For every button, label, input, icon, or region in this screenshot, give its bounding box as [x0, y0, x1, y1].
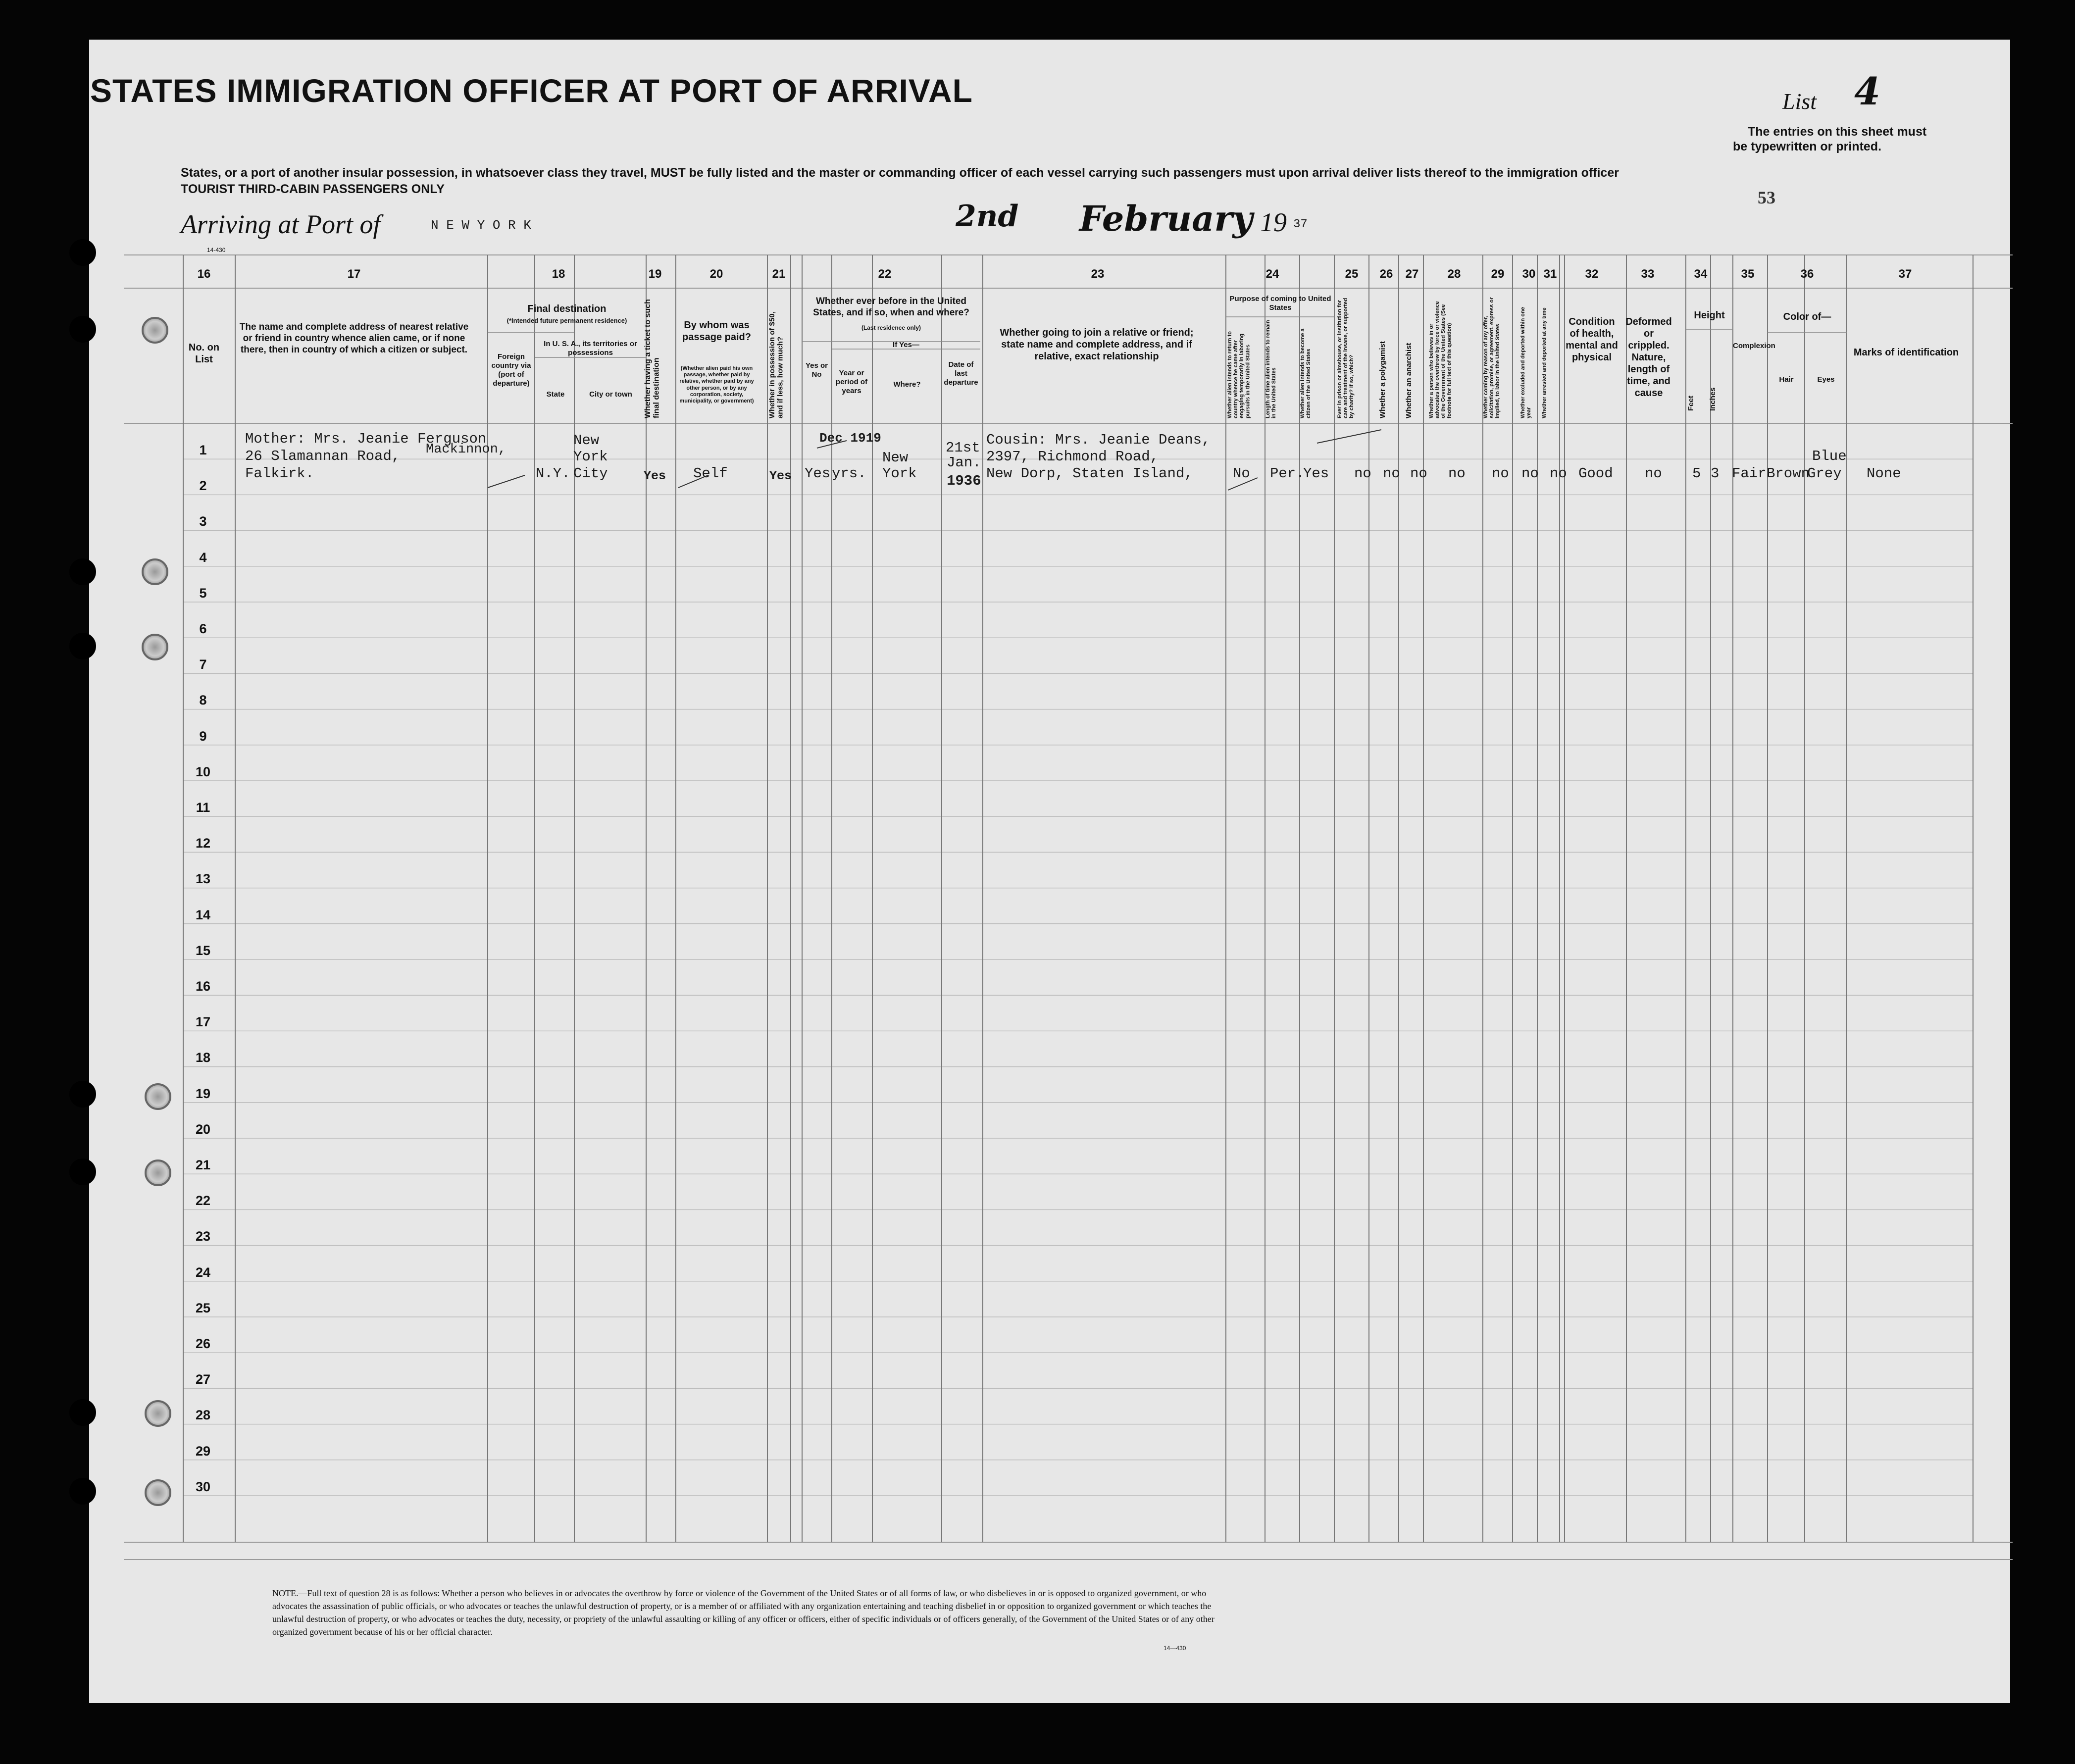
row-number: 22 — [195, 1193, 211, 1209]
heading-purpose-length: Length of time alien intends to remain in the United States — [1265, 320, 1277, 418]
row-number: 15 — [195, 943, 211, 958]
column-number-29: 29 — [1491, 267, 1505, 281]
arrival-day: 2nd — [956, 199, 1019, 234]
footnote: NOTE.—Full text of question 28 is as follows: Whether a person who believes in or advocates the overthrow by force or violence of the Government of the United States or of all forms of law, or who disbelieves in or is opposed to organized government, or who advocates the assassination of public officials, or who advocates or teaches the unlawful destruction of property, or is a member of or affiliated with any organization entertaining and teaching disbelief in or opposition to organized government or which teaches the unlawful destruction of property, or who advocates or teaches the duty, necessity, or propriety of the unlawful assaulting or killing of any officer or officers, either of specific individuals or of officers generally, of the Government of the United States or of any other organized government because of his or her official character. — [272, 1588, 1215, 1637]
row-number: 3 — [199, 514, 207, 529]
heading-purpose: Purpose of coming to United States — [1229, 295, 1331, 312]
ticket-value: Yes — [644, 469, 666, 483]
heading-height: Height — [1694, 310, 1725, 321]
heading-final-destination: Final destination — [527, 303, 607, 314]
row-number: 10 — [195, 764, 211, 779]
arrested-value: no — [1550, 465, 1567, 482]
row-number: 21 — [195, 1158, 211, 1172]
column-number-30: 30 — [1522, 267, 1536, 281]
departure-date: Jan. — [947, 454, 981, 471]
row-number: 27 — [195, 1372, 211, 1387]
period-value: Dec 1919 — [819, 431, 881, 446]
year-suffix: 37 — [1293, 218, 1308, 231]
row-number: 4 — [199, 550, 207, 565]
join-relative-value: Cousin: Mrs. Jeanie Deans, — [986, 432, 1211, 448]
relative-name-correction: Mackinnon, — [426, 442, 506, 457]
eyes-value: Blue — [1812, 448, 1847, 464]
row-number: 30 — [195, 1479, 211, 1494]
arrival-month: February — [1079, 198, 1253, 239]
height-feet-value: 5 — [1692, 465, 1701, 482]
row-number: 9 — [199, 728, 207, 744]
relative-name: Mother: Mrs. Jeanie Ferguson — [245, 431, 487, 447]
heading-nearest-relative: The name and complete address of nearest relative or friend in country whence alien came, or if none there, then in country of which a citizen or subject. — [239, 322, 469, 355]
column-number-22: 22 — [878, 267, 892, 281]
relative-town: Falkirk. — [245, 465, 314, 482]
where-value: York — [882, 465, 917, 482]
form-code: 14-430 — [207, 247, 226, 253]
heading-prison: Ever in prison or almshouse, or institution for care and treatment of the insane, or supported by charity? If so, which? — [1337, 298, 1355, 418]
column-number-16: 16 — [197, 267, 211, 281]
row-number: 24 — [195, 1264, 211, 1280]
passenger-class-line: TOURIST THIRD-CABIN PASSENGERS ONLY — [181, 182, 445, 196]
row-number: 5 — [199, 585, 207, 601]
excluded-value: no — [1521, 465, 1539, 482]
eyes-value: Grey — [1807, 465, 1842, 482]
labor-offer-value: no — [1492, 465, 1509, 482]
column-number-19: 19 — [648, 267, 662, 281]
prison-value: no — [1354, 465, 1371, 482]
heading-final-destination-note: (*Intended future permanent residence) — [506, 317, 627, 324]
deformed-value: no — [1645, 465, 1662, 482]
heading-foreign-country: Foreign country via (port of departure) — [491, 353, 531, 388]
relative-address: 26 Slamannan Road, — [245, 448, 401, 464]
heading-by-whom: By whom was passage paid? — [682, 320, 751, 343]
heading-arrested: Whether arrested and deported at any time — [1541, 307, 1547, 418]
column-number-24: 24 — [1265, 267, 1279, 281]
port-name: N E W Y O R K — [431, 218, 531, 233]
complexion-value: Fair — [1732, 465, 1767, 482]
column-number-34: 34 — [1694, 267, 1708, 281]
destination-city: City — [573, 465, 608, 482]
height-inches-value: 3 — [1711, 465, 1720, 482]
heading-polygamist: Whether a polygamist — [1378, 341, 1387, 418]
heading-hair: Hair — [1779, 375, 1794, 384]
hair-value: Brown — [1767, 465, 1810, 482]
heading-if-yes: If Yes— — [893, 341, 919, 349]
heading-state: State — [546, 390, 565, 399]
column-number-32: 32 — [1585, 267, 1599, 281]
heading-where: Where? — [893, 380, 921, 389]
row-number: 11 — [196, 800, 210, 815]
column-number-23: 23 — [1091, 267, 1105, 281]
column-number-17: 17 — [347, 267, 361, 281]
column-number-28: 28 — [1447, 267, 1461, 281]
heading-yes-or-no: Yes or No — [805, 361, 828, 379]
heading-join-relative: Whether going to join a relative or friend; state name and complete address, and if relative, exact relationship — [1000, 327, 1194, 362]
heading-purpose-citizen: Whether alien intends to become a citizen of the United States — [1300, 328, 1312, 418]
heading-inches: Inches — [1709, 387, 1717, 411]
anarchist-value: no — [1410, 465, 1427, 482]
column-number-21: 21 — [772, 267, 786, 281]
ever-before-value: Yes — [805, 465, 831, 482]
column-number-27: 27 — [1405, 267, 1419, 281]
heading-anarchist: Whether an anarchist — [1405, 343, 1413, 418]
typed-instruction: The entries on this sheet must — [1748, 125, 1927, 139]
heading-date-last-departure: Date of last departure — [944, 360, 978, 387]
destination-state: N.Y. — [536, 465, 570, 482]
heading-marks: Marks of identification — [1853, 347, 1959, 358]
heading-excluded: Whether excluded and deported within one year — [1520, 307, 1532, 418]
departure-date: 1936 — [947, 473, 981, 489]
heading-ticket: Whether having a ticket to such final destination — [644, 299, 661, 418]
condition-value: Good — [1578, 465, 1613, 482]
column-number-31: 31 — [1543, 267, 1557, 281]
row-number: 20 — [195, 1121, 211, 1137]
row-number: 12 — [195, 836, 211, 851]
heading-city: City or town — [589, 390, 632, 399]
join-relative-value: 2397, Richmond Road, — [986, 449, 1159, 465]
marks-value: None — [1867, 465, 1901, 482]
row-number: 29 — [195, 1443, 211, 1459]
purpose-return-value: No — [1233, 465, 1250, 482]
column-number-35: 35 — [1741, 267, 1755, 281]
year-prefix: 19 — [1260, 207, 1287, 237]
heading-complexion: Complexion — [1733, 342, 1775, 350]
heading-in-usa: In U. S. A., its territories or possessions — [544, 340, 637, 357]
heading-labor-offer: Whether coming by reason of any offer, solicitation, promise, or agreement, express or implied, to labor in the United States — [1483, 297, 1501, 418]
period-years: yrs. — [832, 465, 866, 482]
heading-condition: Condition of health, mental and physical — [1566, 316, 1618, 363]
row-number: 1 — [199, 443, 207, 457]
column-number-25: 25 — [1345, 267, 1359, 281]
heading-year-period: Year or period of years — [835, 369, 868, 395]
row-number: 26 — [195, 1336, 211, 1351]
heading-eyes: Eyes — [1817, 375, 1835, 384]
purpose-citizen-value: Yes — [1303, 465, 1329, 482]
list-number: 4 — [1854, 69, 1880, 113]
row-number: 14 — [195, 907, 211, 922]
column-number-26: 26 — [1379, 267, 1393, 281]
column-number-36: 36 — [1800, 267, 1814, 281]
column-number-33: 33 — [1641, 267, 1655, 281]
polygamist-value: no — [1383, 465, 1400, 482]
row-number: 16 — [195, 979, 211, 994]
heading-possession-50: Whether in possession of $50, and if less, how much? — [768, 311, 785, 418]
destination-city: New — [573, 432, 600, 449]
purpose-length-value: Per. — [1270, 465, 1305, 482]
heading-by-whom-note: (Whether alien paid his own passage, whether paid by relative, whether paid by any other person, or by any corporation, society, municipality, or government) — [679, 365, 754, 404]
row-number: 28 — [195, 1408, 211, 1423]
heading-color-of: Color of— — [1783, 311, 1831, 322]
arriving-label: Arriving at Port of — [181, 209, 381, 239]
column-number-20: 20 — [709, 267, 723, 281]
heading-overthrow: Whether a person who believes in or advocates the overthrow by force or violence of the Government of the United States (See footnote for full text of this question) — [1428, 301, 1453, 418]
paid-by-value: Self — [693, 465, 728, 482]
join-relative-value: New Dorp, Staten Island, — [986, 465, 1193, 482]
list-label: List — [1782, 89, 1817, 114]
where-value: New — [882, 450, 909, 466]
column-number-37: 37 — [1898, 267, 1912, 281]
typed-instruction: be typewritten or printed. — [1733, 140, 1882, 153]
destination-city: York — [573, 449, 608, 465]
departure-date: 21st — [946, 440, 980, 456]
instruction-line: States, or a port of another insular possession, in whatsoever class they travel, MUST be fully listed and the master or commanding officer of each vessel carrying such passengers must upon arrival deliver lists thereof to the immigration officer — [181, 166, 1619, 180]
heading-purpose-return: Whether alien intends to return to country whence he came after engaging temporarily in laboring pursuits in the United States — [1227, 331, 1251, 418]
heading-last-residence: (Last residence only) — [861, 324, 921, 331]
row-number: 13 — [195, 871, 211, 887]
row-number: 25 — [195, 1300, 211, 1315]
row-number: 18 — [195, 1050, 211, 1065]
row-number: 6 — [199, 621, 207, 636]
page-title: STATES IMMIGRATION OFFICER AT PORT OF ARRIVAL — [90, 72, 973, 109]
sheet-number: 53 — [1758, 188, 1775, 207]
row-number: 7 — [199, 657, 207, 672]
column-number-18: 18 — [552, 267, 565, 281]
possession-value: Yes — [769, 469, 792, 483]
heading-deformed: Deformed or crippled. Nature, length of time, and cause — [1625, 316, 1672, 399]
row-number: 17 — [195, 1014, 211, 1030]
form-code-footer: 14—430 — [1164, 1645, 1186, 1652]
row-number: 2 — [199, 478, 207, 494]
row-number: 8 — [199, 693, 207, 708]
row-number: 23 — [195, 1229, 211, 1244]
heading-feet: Feet — [1687, 396, 1695, 411]
row-number: 19 — [195, 1086, 211, 1101]
overthrow-value: no — [1448, 465, 1466, 482]
heading-ever-before: Whether ever before in the United States, and if so, when and where? — [813, 296, 969, 318]
heading-no-on-list: No. on List — [188, 342, 220, 365]
